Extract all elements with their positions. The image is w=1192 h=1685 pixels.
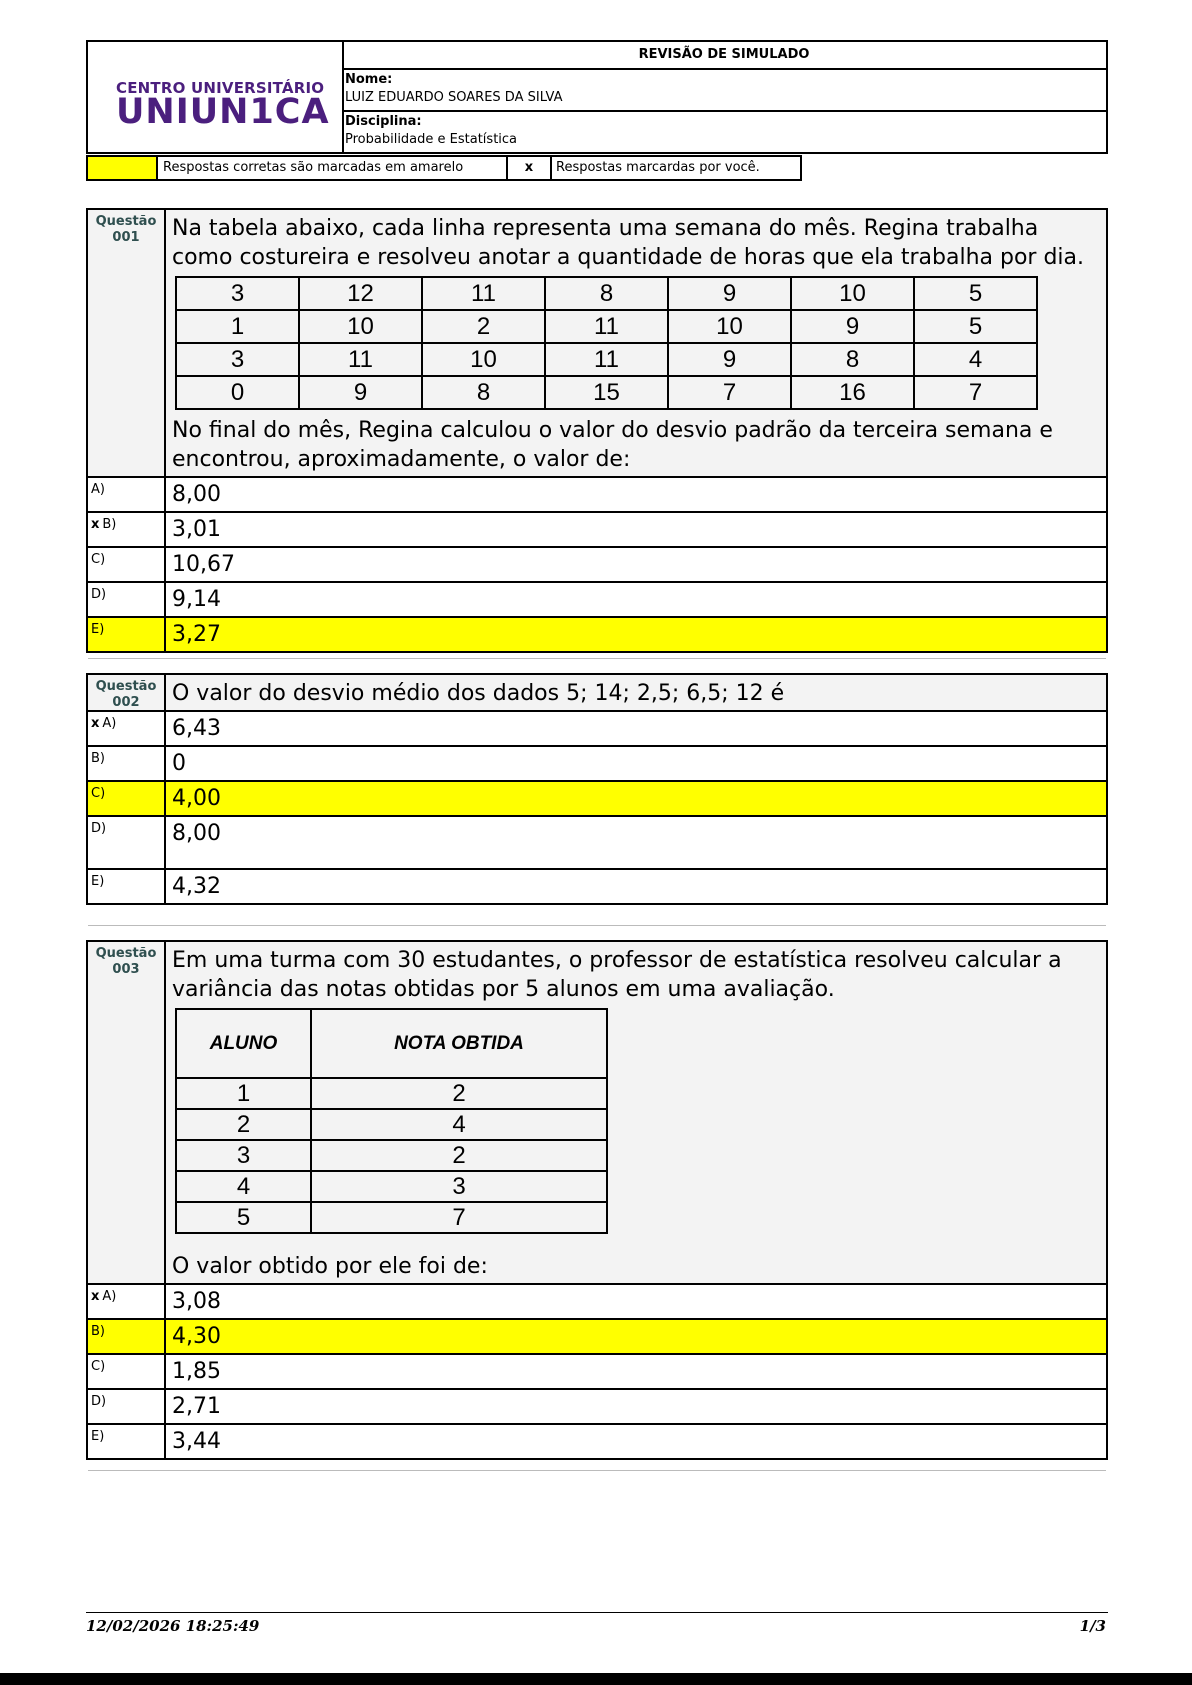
question-number-value: 002 — [112, 695, 140, 710]
marked-indicator: x — [91, 716, 100, 731]
option-text: 3,27 — [172, 622, 221, 647]
question-number — [88, 675, 166, 710]
discipline-cell — [342, 110, 1106, 152]
table-cell: 2 — [311, 1078, 607, 1109]
table-cell: 10 — [791, 277, 914, 310]
table-cell: 12 — [299, 277, 422, 310]
table-cell: 10 — [422, 343, 545, 376]
logo-wordmark: UNIUN1CA — [116, 92, 330, 132]
table-cell: 9 — [791, 310, 914, 343]
legend-marked-text: Respostas marcardas por você. — [550, 155, 802, 181]
table-cell: 11 — [299, 343, 422, 376]
option-text: 4,30 — [172, 1324, 221, 1349]
table-cell: 7 — [914, 376, 1037, 409]
table-cell: 4 — [311, 1109, 607, 1140]
table-cell: 1 — [176, 1078, 311, 1109]
option-letter: D) — [88, 817, 166, 868]
student-name-cell — [342, 68, 1106, 112]
question-number — [88, 210, 166, 476]
table-cell: 10 — [668, 310, 791, 343]
question-header — [88, 675, 1106, 712]
option-letter: A) — [88, 478, 166, 511]
table-row — [176, 1078, 607, 1109]
name-label: Nome: — [345, 72, 393, 87]
legend-correct-swatch — [86, 155, 158, 181]
option-text: 8,00 — [172, 821, 221, 846]
table-cell: 4 — [176, 1171, 311, 1202]
table-cell: 9 — [668, 277, 791, 310]
option-text: 9,14 — [172, 587, 221, 612]
option-d — [88, 583, 1106, 618]
marked-indicator: x — [91, 1289, 100, 1304]
question-001 — [86, 208, 1108, 653]
table-row — [176, 1109, 607, 1140]
table-cell: 3 — [176, 343, 299, 376]
option-text: 4,32 — [172, 874, 221, 899]
marked-indicator: x — [91, 517, 100, 532]
table-cell: 8 — [422, 376, 545, 409]
column-header: NOTA OBTIDA — [311, 1009, 607, 1078]
footer-datetime: 12/02/2026 18:25:49 — [86, 1617, 260, 1635]
option-letter: C) — [88, 548, 166, 581]
table-cell: 2 — [311, 1140, 607, 1171]
question-label: Questão — [95, 214, 157, 229]
option-text: 1,85 — [172, 1359, 221, 1384]
option-text: 10,67 — [172, 552, 235, 577]
stem-text: O valor do desvio médio dos dados 5; 14; 2,5; 6,5; 12 é — [172, 681, 785, 706]
option-d — [88, 1390, 1106, 1425]
table-cell: 15 — [545, 376, 668, 409]
table-header-row — [176, 1009, 607, 1078]
table-cell: 4 — [914, 343, 1037, 376]
option-letter: D) — [88, 1390, 166, 1423]
question-divider — [88, 925, 1106, 926]
table-row — [176, 376, 1037, 409]
table-cell: 11 — [545, 310, 668, 343]
option-b-correct — [88, 1320, 1106, 1355]
option-letter: B) — [88, 747, 166, 780]
table-cell: 3 — [311, 1171, 607, 1202]
legend-mark: x — [506, 155, 552, 181]
table-cell: 7 — [668, 376, 791, 409]
option-letter: C) — [88, 782, 166, 815]
option-a — [88, 478, 1106, 513]
page-bottom-bar — [0, 1673, 1192, 1685]
table-cell: 7 — [311, 1202, 607, 1233]
table-cell: 9 — [668, 343, 791, 376]
question-label: Questão — [95, 946, 157, 961]
table-cell: 3 — [176, 277, 299, 310]
exam-header — [86, 40, 1108, 154]
option-letter: C) — [88, 1355, 166, 1388]
option-letter: B) — [88, 1320, 166, 1353]
grades-table — [175, 1008, 608, 1234]
option-c — [88, 1355, 1106, 1390]
option-text: 8,00 — [172, 482, 221, 507]
discipline-label: Disciplina: — [345, 114, 422, 129]
table-cell: 11 — [422, 277, 545, 310]
option-text: 6,43 — [172, 716, 221, 741]
question-header — [88, 942, 1106, 1285]
option-c — [88, 548, 1106, 583]
column-header: ALUNO — [176, 1009, 311, 1078]
option-text: 4,00 — [172, 786, 221, 811]
table-row — [176, 343, 1037, 376]
table-row — [176, 1171, 607, 1202]
question-number-value: 001 — [112, 230, 140, 245]
question-002 — [86, 673, 1108, 905]
table-cell: 3 — [176, 1140, 311, 1171]
question-003 — [86, 940, 1108, 1460]
option-text: 3,44 — [172, 1429, 221, 1454]
option-a — [88, 1285, 1106, 1320]
table-cell: 8 — [791, 343, 914, 376]
legend-correct-text: Respostas corretas são marcadas em amarelo — [156, 155, 508, 181]
table-cell: 0 — [176, 376, 299, 409]
question-divider — [88, 658, 1106, 659]
page-number: 1/3 — [1079, 1617, 1106, 1635]
footer-divider — [86, 1612, 1108, 1613]
question-stem — [168, 210, 1106, 476]
option-b — [88, 747, 1106, 782]
table-row — [176, 1202, 607, 1233]
option-text: 0 — [172, 751, 186, 776]
option-letter: E) — [88, 870, 166, 903]
option-b — [88, 513, 1106, 548]
option-letter: x B) — [88, 513, 166, 546]
option-text: 3,01 — [172, 517, 221, 542]
table-cell: 5 — [176, 1202, 311, 1233]
table-cell: 2 — [422, 310, 545, 343]
question-stem — [168, 942, 1106, 1283]
table-cell: 10 — [299, 310, 422, 343]
option-e-correct — [88, 618, 1106, 651]
institution-logo — [88, 42, 344, 152]
stem-text-continued: No final do mês, Regina calculou o valor do desvio padrão da terceira semana e encontrou, aproximadamente, o valor de: — [172, 418, 1053, 472]
stem-text: Em uma turma com 30 estudantes, o professor de estatística resolveu calcular a variância das notas obtidas por 5 alunos em uma avaliação. — [172, 948, 1062, 1002]
question-number-value: 003 — [112, 962, 140, 977]
hours-table — [175, 276, 1038, 410]
table-cell: 16 — [791, 376, 914, 409]
table-cell: 1 — [176, 310, 299, 343]
option-e — [88, 1425, 1106, 1458]
logo-subtitle: CENTRO UNIVERSITÁRIO — [116, 79, 325, 97]
question-number — [88, 942, 166, 1283]
page-title: REVISÃO DE SIMULADO — [342, 42, 1106, 70]
table-cell: 9 — [299, 376, 422, 409]
question-stem — [168, 675, 1106, 710]
table-cell: 11 — [545, 343, 668, 376]
stem-text-continued: O valor obtido por ele foi de: — [172, 1254, 488, 1279]
student-name: LUIZ EDUARDO SOARES DA SILVA — [345, 90, 563, 105]
question-divider — [88, 1470, 1106, 1471]
option-a — [88, 712, 1106, 747]
option-letter: E) — [88, 1425, 166, 1458]
option-letter: x A) — [88, 1285, 166, 1318]
table-cell: 2 — [176, 1109, 311, 1140]
table-cell: 5 — [914, 277, 1037, 310]
table-row — [176, 310, 1037, 343]
option-text: 2,71 — [172, 1394, 221, 1419]
option-e — [88, 870, 1106, 903]
table-cell: 8 — [545, 277, 668, 310]
option-text: 3,08 — [172, 1289, 221, 1314]
option-c-correct — [88, 782, 1106, 817]
table-row — [176, 1140, 607, 1171]
discipline-name: Probabilidade e Estatística — [345, 132, 518, 147]
option-letter: E) — [88, 618, 166, 651]
table-row — [176, 277, 1037, 310]
option-d — [88, 817, 1106, 870]
table-cell: 5 — [914, 310, 1037, 343]
question-header — [88, 210, 1106, 478]
option-letter: x A) — [88, 712, 166, 745]
stem-text: Na tabela abaixo, cada linha representa uma semana do mês. Regina trabalha como costureira e resolveu anotar a quantidade de horas que ela trabalha por dia. — [172, 216, 1085, 270]
option-letter: D) — [88, 583, 166, 616]
question-label: Questão — [95, 679, 157, 694]
